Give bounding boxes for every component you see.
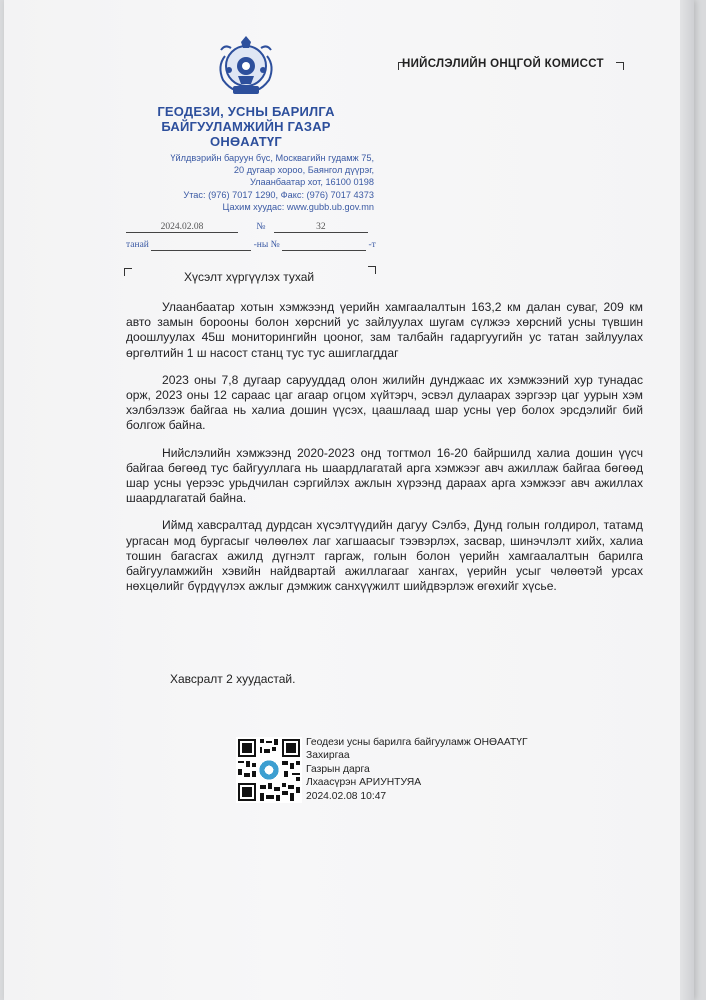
document-page: [4, 0, 694, 1000]
number-label: №: [256, 222, 266, 232]
address-line: Улаанбаатар хот, 16100 0198: [249, 177, 374, 188]
subject-corner-mark: [124, 268, 132, 276]
body-paragraph: 2023 оны 7,8 дугаар сарууддад олон жилийн дунджаас их хэмжээний хур тунадас орж, 2023 оны 12 сараас цаг агаар огцом хүйтэрч, эсвэл дулаарах зэргээр цаг уурын хэм хэлбэлзэж байгаа нь халиа дошин үүсэх, цаашлаад шар усны үер болох эрсдэлийг бий болгож байна.: [126, 372, 643, 433]
reference-number: 32: [274, 222, 368, 233]
signature-name: Лхаасүрэн АРИУНТУЯА: [306, 777, 422, 789]
signature-org: Геодези усны барилга байгууламж ОНӨААТҮГ: [306, 737, 528, 748]
org-name-line: БАЙГУУЛАМЖИЙН ГАЗАР: [161, 119, 331, 134]
to-suffix-label: -ны №: [253, 240, 280, 250]
outgoing-reference: [126, 222, 368, 233]
body-paragraph: Иймд хавсралтад дурдсан хүсэлтүүдийн дагуу Сэлбэ, Дунд голын голдирол, татамд ургасан мод бургасыг чөлөөлөх лаг хагшаасыг тээвэрлэх, засвар, шинэчлэлт хийх, халиа тошин багасгах ажилд дүгнэлт гаргаж, голын болон үерийн хамгаалалтын барилга байгууламжийн хэвийн найдвартай ажиллагааг хангах, үерийн усыг чөлөөтэй урсах нөхцөлийг бүрдүүлэх ажлыг дэмжиж санхүүжилт шийдвэрлэж өгөхийг хүсье.: [126, 518, 643, 594]
signature-position: Газрын дарга: [306, 763, 370, 775]
incoming-number-blank: [282, 240, 366, 251]
body-paragraph: Улаанбаатар хотын хэмжээнд үерийн хамгаалалтын 163,2 км далан суваг, 209 км авто замын борооны болон хөрсний ус зайлуулах шугам сүлжээ хөрсний усны түвшин доошлуулах 45ш мониторингийн цооног, зам талбайн гадаргуугийн ус татан зайлуулах өргөлтийн 1 ш насост станц тус тус ашиглагддаг: [126, 300, 643, 360]
org-name-line: ОНӨААТҮГ: [210, 134, 282, 149]
org-name-line: ГЕОДЕЗИ, УСНЫ БАРИЛГА: [157, 104, 335, 119]
letter-subject: Хүсэлт хүргүүлэх тухай: [184, 270, 315, 284]
subject-corner-mark: [368, 266, 376, 274]
address-line: Үйлдвэрийн баруун бүс, Москвагийн гудамж 75,: [170, 153, 374, 163]
to-end-label: -т: [368, 240, 376, 250]
signature-timestamp: 2024.02.08 10:47: [306, 790, 387, 802]
organization-address: [114, 152, 374, 213]
recipient: НИЙСЛЭЛИЙН ОНЦГОЙ КОМИССТ: [402, 58, 604, 70]
recipient-corner-mark: [616, 62, 624, 70]
digital-signature: [306, 736, 528, 803]
reference-date: 2024.02.08: [126, 222, 238, 233]
signature-dept: Захиргаа: [306, 750, 350, 762]
body-paragraph: Нийслэлийн хэмжээнд 2020-2023 онд тогтмол 16-20 байршилд халиа дошин үүсч байгаа бөгөөд тус байгууллага нь шаардлагатай арга хэмжээг авч ажиллаж байгаа бөгөөд шар усны үерээс урьдчилан сэргийлэх ажлын хүрээнд дараах арга хэмжээг авч ажиллах шаардлагатай байна.: [126, 445, 643, 506]
state-emblem-icon: [211, 36, 281, 98]
qr-code-icon: [236, 737, 302, 803]
organization-name: [154, 104, 338, 149]
letter-body: [126, 300, 643, 606]
address-line: Утас: (976) 7017 1290, Факс: (976) 7017 4373: [183, 189, 374, 200]
to-label: танай: [126, 240, 149, 250]
address-line: Цахим хуудас: www.gubb.ub.gov.mn: [222, 201, 374, 212]
incoming-reference: [126, 240, 376, 251]
page-edge: [680, 0, 694, 1000]
address-line: 20 дугаар хороо, Баянгол дүүрэг,: [233, 165, 374, 176]
attachment-note: Хавсралт 2 хуудастай.: [170, 672, 296, 686]
incoming-date-blank: [151, 240, 251, 251]
